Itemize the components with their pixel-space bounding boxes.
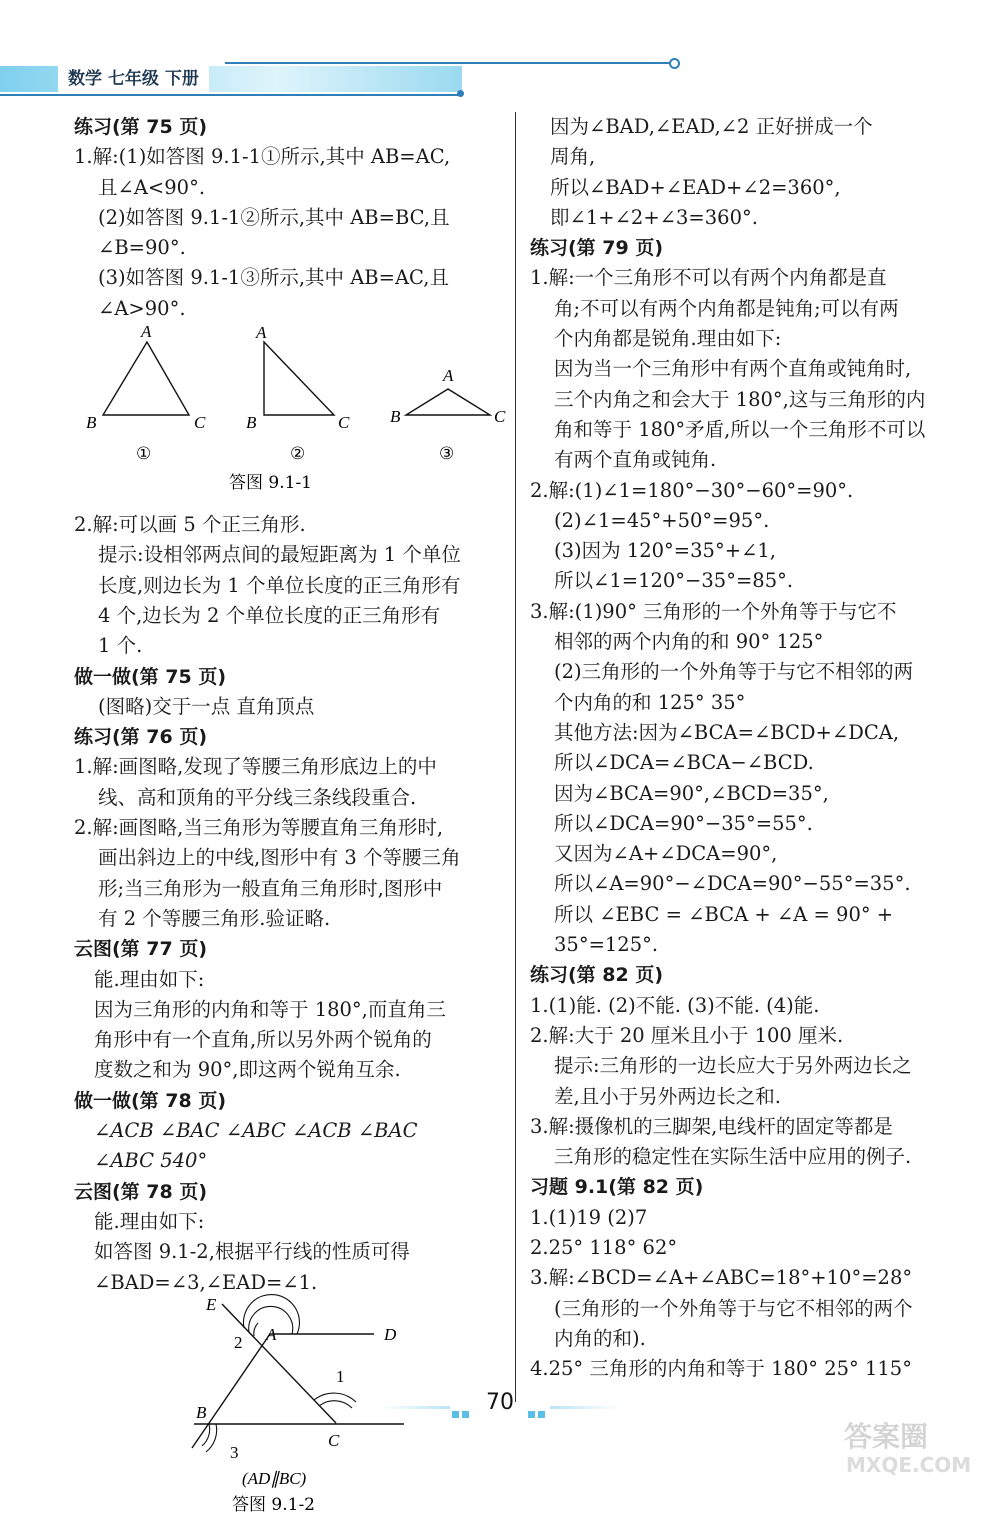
answer-line: 所以∠A=90°−∠DCA=90°−55°=35°. bbox=[554, 872, 911, 896]
answer-line: (三角形的一个外角等于与它不相邻的两个 bbox=[554, 1296, 913, 1320]
answer-line: (3)如答图 9.1-1③所示,其中 AB=AC,且 bbox=[98, 266, 449, 290]
answer-line: 画出斜边上的中线,图形中有 3 个等腰三角 bbox=[98, 846, 461, 870]
section-heading: 练习(第 76 页) bbox=[74, 726, 208, 749]
hint-line: 提示:设相邻两点间的最短距离为 1 个单位 bbox=[98, 543, 461, 567]
vertex-label-a: A bbox=[256, 323, 267, 343]
answer-line: 其他方法:因为∠BCA=∠BCD+∠DCA, bbox=[554, 720, 900, 744]
answer-line: 度数之和为 90°,即这两个锐角互余. bbox=[94, 1058, 401, 1082]
answer-line: 1.解:一个三角形不可以有两个内角都是直 bbox=[530, 266, 887, 290]
footer-ornament bbox=[452, 1403, 472, 1411]
triangle-2 bbox=[264, 342, 334, 415]
answer-line: 1.解:(1)如答图 9.1-1①所示,其中 AB=AC, bbox=[74, 145, 451, 169]
answer-line: 三角形的稳定性在实际生活中应用的例子. bbox=[554, 1145, 912, 1169]
answer-line: 内角的和). bbox=[554, 1326, 646, 1350]
triangle-diagrams bbox=[74, 324, 504, 510]
angle-label-3: 3 bbox=[230, 1442, 239, 1462]
answer-line: 3.解:摄像机的三脚架,电线杆的固定等都是 bbox=[530, 1114, 893, 1138]
figure-caption: 答图 9.1-1 bbox=[229, 473, 312, 494]
answer-line: 角;不可以有两个内角都是钝角;可以有两 bbox=[554, 296, 899, 320]
answer-line: 角形中有一个直角,所以另外两个锐角的 bbox=[94, 1028, 432, 1052]
answer-line: ∠B=90°. bbox=[98, 236, 186, 260]
answer-line: 2.解:大于 20 厘米且小于 100 厘米. bbox=[530, 1023, 844, 1047]
vertex-label-b: B bbox=[246, 413, 257, 433]
left-column bbox=[74, 112, 504, 1520]
column-divider bbox=[515, 112, 516, 1402]
answer-line: (图略)交于一点 直角顶点 bbox=[98, 694, 315, 718]
answer-line: (2)三角形的一个外角等于与它不相邻的两 bbox=[554, 660, 914, 684]
right-column bbox=[530, 112, 970, 1384]
answer-line: 有 2 个等腰三角形.验证略. bbox=[98, 906, 331, 930]
vertex-label-a: A bbox=[141, 322, 152, 342]
header-dot-ornament bbox=[457, 90, 464, 97]
answer-line: 1.解:画图略,发现了等腰三角形底边上的中 bbox=[74, 755, 437, 779]
answer-line: 周角, bbox=[550, 145, 596, 169]
figure-number: ② bbox=[290, 444, 306, 464]
vertex-label-b: B bbox=[86, 413, 97, 433]
answer-line: 4.25° 三角形的内角和等于 180° 25° 115° bbox=[530, 1357, 912, 1381]
angle-arc bbox=[254, 1323, 258, 1336]
answer-line: 个内角的和 125° 35° bbox=[554, 690, 746, 714]
answer-line: 1.(1)能. (2)不能. (3)不能. (4)能. bbox=[530, 993, 820, 1017]
figure-number: ① bbox=[136, 444, 152, 464]
section-heading: 云图(第 77 页) bbox=[74, 938, 208, 961]
section-heading: 做一做(第 75 页) bbox=[74, 665, 227, 688]
footer-rule bbox=[550, 1406, 620, 1409]
vertex-label-c: C bbox=[194, 413, 206, 433]
answer-line: 个内角都是锐角.理由如下: bbox=[554, 327, 782, 351]
hint-line: 长度,则边长为 1 个单位长度的正三角形有 bbox=[98, 573, 461, 597]
answer-line: 2.25° 118° 62° bbox=[530, 1235, 678, 1259]
answer-line: 三个内角之和会大于 180°,这与三角形的内 bbox=[554, 387, 926, 411]
answer-line: 因为∠BCA=90°,∠BCD=35°, bbox=[554, 781, 829, 805]
answer-line: 即∠1+∠2+∠3=360°. bbox=[550, 205, 758, 229]
answer-line: 因为当一个三角形中有两个直角或钝角时, bbox=[554, 357, 912, 381]
answer-line: 所以∠DCA=∠BCA−∠BCD. bbox=[554, 751, 814, 775]
answer-line: (2)∠1=45°+50°=95°. bbox=[554, 508, 770, 532]
answer-line: 3.解:∠BCD=∠A+∠ABC=18°+10°=28° bbox=[530, 1266, 913, 1290]
section-heading: 云图(第 78 页) bbox=[74, 1180, 208, 1203]
answer-line: 所以 ∠EBC = ∠BCA + ∠A = 90° + bbox=[554, 902, 894, 926]
header-top-rule bbox=[225, 62, 673, 64]
answer-line: 因为三角形的内角和等于 180°,而直角三 bbox=[94, 997, 446, 1021]
answer-line: 所以∠1=120°−35°=85°. bbox=[554, 569, 794, 593]
angle-label-1: 1 bbox=[336, 1366, 345, 1386]
answer-line: 2.解:(1)∠1=180°−30°−60°=90°. bbox=[530, 478, 854, 502]
answer-line: 且∠A<90°. bbox=[98, 175, 206, 199]
section-heading: 练习(第 82 页) bbox=[530, 964, 664, 987]
footer-rule bbox=[380, 1406, 450, 1409]
hint-line: 1 个. bbox=[98, 634, 143, 658]
answer-line: 又因为∠A+∠DCA=90°, bbox=[554, 842, 778, 866]
page-header bbox=[0, 58, 1000, 98]
section-heading: 练习(第 75 页) bbox=[74, 116, 208, 138]
point-label-c: C bbox=[328, 1430, 340, 1450]
answer-line: 3.解:(1)90° 三角形的一个外角等于与它不 bbox=[530, 599, 897, 623]
point-label-a: A bbox=[266, 1324, 277, 1344]
vertex-label-b: B bbox=[390, 407, 401, 427]
answer-line: 35°=125°. bbox=[554, 933, 659, 957]
answer-line: 2.解:可以画 5 个正三角形. bbox=[74, 513, 306, 537]
section-heading: 练习(第 79 页) bbox=[530, 237, 664, 260]
book-title: 数学 七年级 下册 bbox=[58, 66, 209, 92]
figure-note: (AD∥BC) bbox=[242, 1468, 307, 1488]
watermark-url: MXQE.COM bbox=[846, 1453, 972, 1477]
page-number: 70 bbox=[486, 1390, 514, 1415]
answer-line: 所以∠DCA=90°−35°=55°. bbox=[554, 811, 813, 835]
hint-line: 4 个,边长为 2 个单位长度的正三角形有 bbox=[98, 603, 441, 627]
answer-line: 2.解:画图略,当三角形为等腰直角三角形时, bbox=[74, 816, 444, 840]
answer-line: ∠ABC 540° bbox=[94, 1149, 208, 1173]
answer-line: 相邻的两个内角的和 90° 125° bbox=[554, 630, 824, 654]
answer-line: 所以∠BAD+∠EAD+∠2=360°, bbox=[550, 175, 841, 199]
answer-line: 线、高和顶角的平分线三条线段重合. bbox=[98, 785, 417, 809]
section-heading: 习题 9.1(第 82 页) bbox=[530, 1176, 704, 1199]
answer-line: 有两个直角或钝角. bbox=[554, 448, 717, 472]
answer-line: (3)因为 120°=35°+∠1, bbox=[554, 539, 776, 563]
answer-line: 能.理由如下: bbox=[94, 967, 205, 991]
answer-line: 能.理由如下: bbox=[94, 1209, 205, 1233]
vertex-label-c: C bbox=[338, 413, 350, 433]
answer-line: ∠ACB ∠BAC ∠ABC ∠ACB ∠BAC bbox=[94, 1119, 418, 1143]
hint-line: 提示:三角形的一边长应大于另外两边长之 bbox=[554, 1054, 912, 1078]
figure-caption: 答图 9.1-2 bbox=[232, 1494, 315, 1515]
figure-9-1-1 bbox=[74, 324, 504, 510]
answer-line: 角和等于 180°矛盾,所以一个三角形不可以 bbox=[554, 417, 926, 441]
answer-line: (2)如答图 9.1-1②所示,其中 AB=BC,且 bbox=[98, 205, 450, 229]
watermark-text: 答案圈 bbox=[844, 1420, 929, 1453]
vertex-label-c: C bbox=[494, 407, 506, 427]
figure-number: ③ bbox=[439, 444, 455, 464]
header-rule bbox=[0, 94, 462, 96]
point-label-e: E bbox=[206, 1294, 217, 1314]
section-heading: 做一做(第 78 页) bbox=[74, 1089, 227, 1112]
answer-line: 1.(1)19 (2)7 bbox=[530, 1205, 648, 1229]
hint-line: 差,且小于另外两边长之和. bbox=[554, 1084, 781, 1108]
header-ring-ornament bbox=[669, 58, 680, 69]
triangle-1 bbox=[103, 342, 189, 415]
answer-line: 如答图 9.1-2,根据平行线的性质可得 bbox=[94, 1240, 410, 1264]
footer-ornament bbox=[528, 1403, 548, 1411]
angle-label-2: 2 bbox=[234, 1332, 243, 1352]
answer-line: ∠BAD=∠3,∠EAD=∠1. bbox=[94, 1270, 318, 1294]
point-label-b: B bbox=[196, 1402, 207, 1422]
answer-line: 形;当三角形为一般直角三角形时,图形中 bbox=[98, 876, 443, 900]
triangle-3 bbox=[406, 389, 490, 415]
answer-line: ∠A>90°. bbox=[98, 296, 186, 320]
watermark-logo bbox=[842, 1416, 992, 1476]
answer-line: 因为∠BAD,∠EAD,∠2 正好拼成一个 bbox=[550, 115, 873, 138]
point-label-d: D bbox=[384, 1324, 397, 1344]
vertex-label-a: A bbox=[443, 366, 454, 386]
